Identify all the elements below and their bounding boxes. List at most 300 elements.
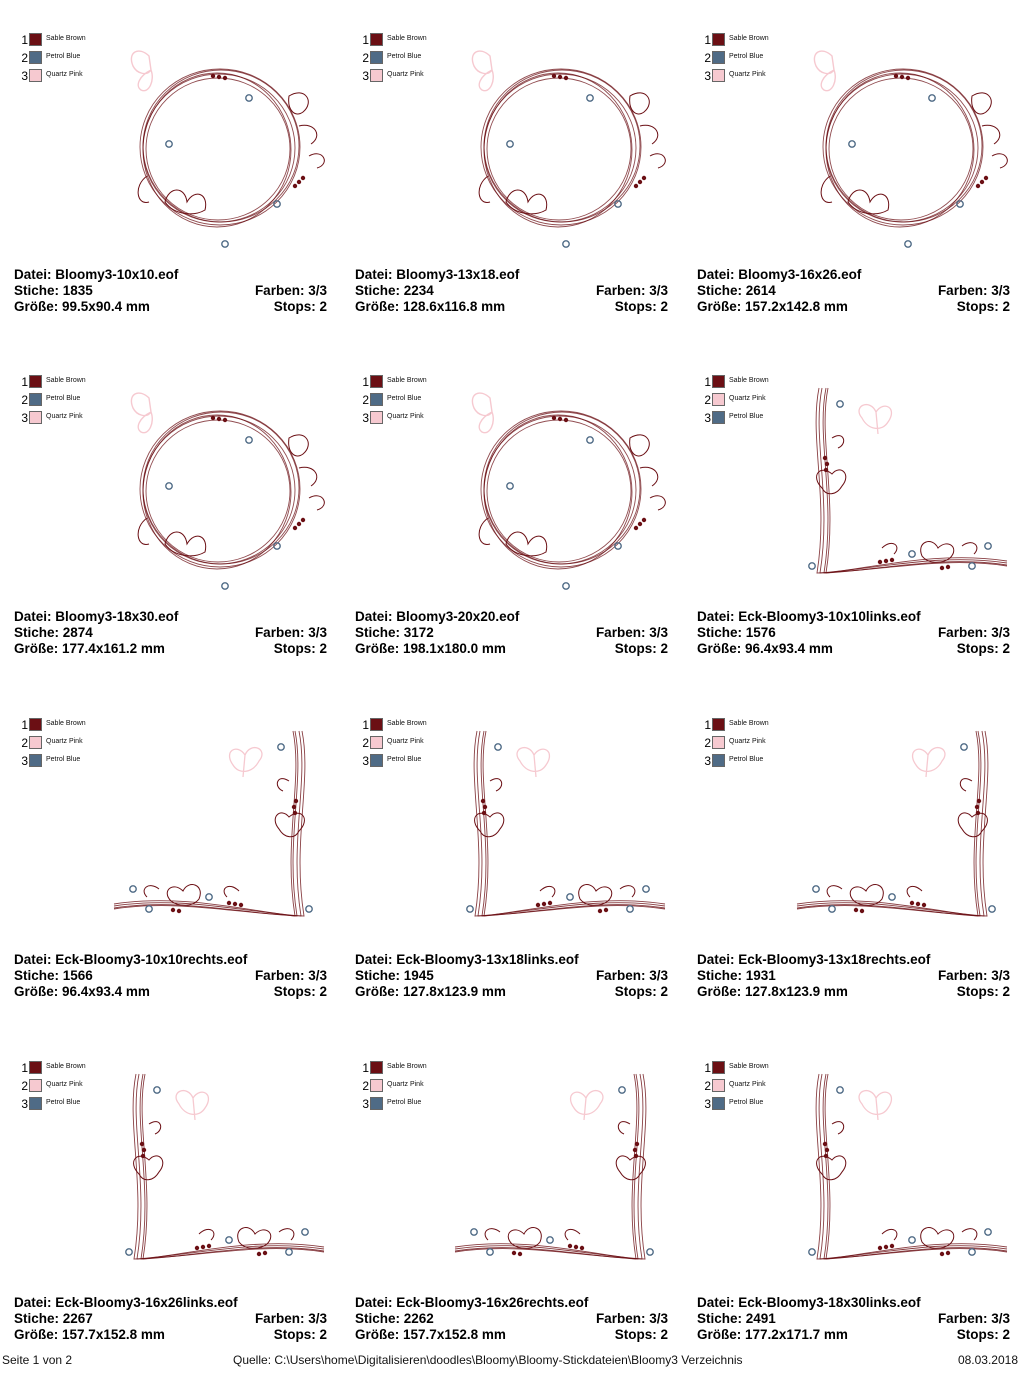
stitches-label: Stiche:: [697, 968, 743, 983]
legend-color-name: Sable Brown: [46, 377, 86, 384]
legend-number: 1: [704, 718, 711, 732]
blossom-icon: [130, 886, 136, 892]
file-label: Datei:: [355, 267, 393, 282]
color-swatch: [29, 69, 42, 82]
colors-label: Farben:: [937, 1311, 988, 1326]
color-swatch: [712, 33, 725, 46]
color-swatch: [712, 375, 725, 388]
legend-number: 1: [704, 33, 711, 47]
colors-value: 3/3: [991, 625, 1010, 640]
blossom-icon: [813, 886, 819, 892]
design-card: [697, 360, 1017, 702]
stitches-value: 1945: [403, 968, 434, 983]
legend-number: 3: [362, 69, 369, 83]
colors-value: 3/3: [991, 968, 1010, 983]
corner-motif: [114, 731, 312, 916]
legend-color-name: Sable Brown: [46, 1063, 86, 1070]
stops-label: Stops:: [614, 641, 657, 656]
blossom-icon: [627, 906, 633, 912]
embroidery-preview: [450, 1064, 670, 1279]
file-label: Datei:: [14, 952, 52, 967]
blossom-icon: [507, 141, 513, 147]
legend-color-name: Quartz Pink: [46, 71, 83, 78]
stitches-value: 2491: [745, 1311, 776, 1326]
color-swatch: [712, 393, 725, 406]
embroidery-preview: [450, 378, 670, 593]
color-swatch: [29, 718, 42, 731]
file-name: Eck-Bloomy3-10x10links.eof: [738, 609, 921, 624]
design-info: [355, 952, 668, 1000]
file-label: Datei:: [697, 952, 735, 967]
legend-number: 2: [704, 393, 711, 407]
blossom-icon: [619, 1087, 625, 1093]
corner-motif: [797, 731, 995, 916]
design-info: [697, 609, 1010, 657]
size-value: 127.8x123.9 mm: [745, 984, 848, 999]
color-swatch: [370, 1097, 383, 1110]
design-card: [355, 1046, 675, 1388]
file-label: Datei:: [355, 1295, 393, 1310]
blossom-icon: [809, 1249, 815, 1255]
color-swatch: [370, 393, 383, 406]
colors-value: 3/3: [308, 283, 327, 298]
legend-color-name: Quartz Pink: [387, 413, 424, 420]
legend-color-name: Petrol Blue: [729, 756, 764, 763]
colors-label: Farben:: [595, 283, 646, 298]
colors-label: Farben:: [595, 968, 646, 983]
legend-color-name: Quartz Pink: [387, 1081, 424, 1088]
blossom-icon: [547, 1237, 553, 1243]
size-label: Größe:: [355, 1327, 400, 1342]
blossom-icon: [587, 95, 593, 101]
stops-label: Stops:: [273, 984, 316, 999]
size-value: 96.4x93.4 mm: [62, 984, 150, 999]
file-name: Eck-Bloomy3-13x18links.eof: [396, 952, 579, 967]
blossom-icon: [495, 744, 501, 750]
embroidery-preview: [450, 721, 670, 936]
blossom-icon: [226, 1237, 232, 1243]
color-swatch: [29, 1097, 42, 1110]
colors-label: Farben:: [254, 1311, 305, 1326]
size-label: Größe:: [697, 299, 742, 314]
blossom-icon: [166, 483, 172, 489]
size-value: 157.7x152.8 mm: [403, 1327, 506, 1342]
legend-number: 3: [21, 1097, 28, 1111]
stops-label: Stops:: [614, 299, 657, 314]
blossom-icon: [837, 1087, 843, 1093]
legend-color-name: Sable Brown: [729, 377, 769, 384]
blossom-icon: [905, 241, 911, 247]
stitches-value: 2262: [403, 1311, 434, 1326]
legend-number: 2: [21, 1079, 28, 1093]
stitches-value: 1835: [62, 283, 93, 298]
size-label: Größe:: [14, 984, 59, 999]
legend-number: 3: [704, 1097, 711, 1111]
size-value: 177.4x161.2 mm: [62, 641, 165, 656]
stitches-label: Stiche:: [355, 968, 401, 983]
size-value: 127.8x123.9 mm: [403, 984, 506, 999]
stitches-label: Stiche:: [355, 625, 401, 640]
design-card: [14, 703, 334, 1045]
size-value: 177.2x171.7 mm: [745, 1327, 848, 1342]
legend-color-name: Sable Brown: [729, 720, 769, 727]
blossom-icon: [969, 563, 975, 569]
embroidery-preview: [792, 721, 1012, 936]
legend-number: 2: [21, 736, 28, 750]
legend-color-name: Petrol Blue: [387, 53, 422, 60]
blossom-icon: [278, 744, 284, 750]
color-swatch: [370, 736, 383, 749]
blossom-icon: [302, 1229, 308, 1235]
color-swatch: [370, 375, 383, 388]
legend-number: 1: [21, 718, 28, 732]
stitches-value: 2234: [403, 283, 434, 298]
blossom-icon: [849, 141, 855, 147]
color-swatch: [370, 69, 383, 82]
blossom-icon: [487, 1249, 493, 1255]
size-value: 99.5x90.4 mm: [62, 299, 150, 314]
legend-color-name: Sable Brown: [387, 35, 427, 42]
wreath-motif: [814, 51, 1007, 247]
color-swatch: [370, 51, 383, 64]
colors-value: 3/3: [649, 1311, 668, 1326]
blossom-icon: [989, 906, 995, 912]
butterfly-icon: [859, 1091, 891, 1120]
blossom-icon: [563, 583, 569, 589]
blossom-icon: [126, 1249, 132, 1255]
legend-number: 1: [362, 1061, 369, 1075]
blossom-icon: [909, 551, 915, 557]
legend-color-name: Sable Brown: [46, 35, 86, 42]
stops-label: Stops:: [956, 1327, 999, 1342]
butterfly-icon: [517, 748, 549, 777]
design-info: [355, 1295, 668, 1343]
size-label: Größe:: [697, 984, 742, 999]
stops-label: Stops:: [956, 299, 999, 314]
legend-color-name: Sable Brown: [729, 35, 769, 42]
legend-color-name: Quartz Pink: [729, 738, 766, 745]
size-value: 198.1x180.0 mm: [403, 641, 506, 656]
blossom-icon: [206, 894, 212, 900]
file-label: Datei:: [355, 609, 393, 624]
colors-value: 3/3: [649, 625, 668, 640]
design-card: [697, 18, 1017, 360]
blossom-icon: [961, 744, 967, 750]
stitches-value: 3172: [403, 625, 434, 640]
legend-color-name: Petrol Blue: [46, 53, 81, 60]
color-swatch: [370, 1061, 383, 1074]
design-card: [14, 18, 334, 360]
embroidery-preview: [109, 378, 329, 593]
corner-motif: [809, 388, 1007, 573]
size-value: 157.7x152.8 mm: [62, 1327, 165, 1342]
stops-value: 2: [319, 641, 327, 656]
colors-value: 3/3: [649, 968, 668, 983]
file-name: Eck-Bloomy3-16x26links.eof: [55, 1295, 238, 1310]
blossom-icon: [985, 1229, 991, 1235]
design-info: [355, 609, 668, 657]
stitches-label: Stiche:: [14, 283, 60, 298]
butterfly-icon: [131, 51, 152, 91]
color-swatch: [29, 411, 42, 424]
blossom-icon: [969, 1249, 975, 1255]
size-value: 157.2x142.8 mm: [745, 299, 848, 314]
legend-number: 2: [362, 393, 369, 407]
stops-value: 2: [1002, 641, 1010, 656]
blossom-icon: [809, 563, 815, 569]
butterfly-icon: [230, 748, 262, 777]
legend-number: 2: [362, 1079, 369, 1093]
file-name: Bloomy3-16x26.eof: [738, 267, 862, 282]
legend-number: 1: [21, 1061, 28, 1075]
file-label: Datei:: [697, 609, 735, 624]
design-info: [355, 267, 668, 315]
stitches-label: Stiche:: [355, 1311, 401, 1326]
stops-value: 2: [660, 984, 668, 999]
legend-number: 3: [704, 69, 711, 83]
corner-motif: [126, 1074, 324, 1259]
file-name: Eck-Bloomy3-16x26rechts.eof: [396, 1295, 589, 1310]
wreath-motif: [472, 393, 665, 589]
stitches-value: 1576: [745, 625, 776, 640]
design-card: [355, 18, 675, 360]
colors-label: Farben:: [254, 625, 305, 640]
colors-label: Farben:: [937, 968, 988, 983]
blossom-icon: [829, 906, 835, 912]
stitches-label: Stiche:: [14, 625, 60, 640]
legend-number: 1: [362, 33, 369, 47]
file-name: Eck-Bloomy3-10x10rechts.eof: [55, 952, 248, 967]
blossom-icon: [587, 437, 593, 443]
blossom-icon: [985, 543, 991, 549]
blossom-icon: [286, 1249, 292, 1255]
size-label: Größe:: [697, 641, 742, 656]
footer-source: Quelle: C:\Users\home\Digitalisieren\doodles\Bloomy\Bloomy-Stickdateien\Bloomy3 Verzeichnis: [233, 1353, 743, 1367]
stops-label: Stops:: [273, 299, 316, 314]
butterfly-icon: [472, 51, 493, 91]
stops-label: Stops:: [273, 641, 316, 656]
design-info: [697, 267, 1010, 315]
stops-value: 2: [319, 1327, 327, 1342]
embroidery-preview: [109, 1064, 329, 1279]
file-name: Bloomy3-18x30.eof: [55, 609, 179, 624]
blossom-icon: [467, 906, 473, 912]
butterfly-icon: [176, 1091, 208, 1120]
legend-color-name: Sable Brown: [387, 720, 427, 727]
size-value: 128.6x116.8 mm: [403, 299, 506, 314]
corner-motif: [809, 1074, 1007, 1259]
design-info: [14, 267, 327, 315]
color-swatch: [712, 1079, 725, 1092]
legend-color-name: Petrol Blue: [387, 395, 422, 402]
stops-value: 2: [1002, 984, 1010, 999]
blossom-icon: [643, 886, 649, 892]
butterfly-icon: [571, 1091, 603, 1120]
size-label: Größe:: [697, 1327, 742, 1342]
legend-color-name: Petrol Blue: [729, 53, 764, 60]
stitches-label: Stiche:: [697, 1311, 743, 1326]
legend-color-name: Quartz Pink: [46, 738, 83, 745]
stops-value: 2: [319, 299, 327, 314]
stitches-label: Stiche:: [355, 283, 401, 298]
color-swatch: [712, 69, 725, 82]
design-info: [14, 952, 327, 1000]
footer-date: 08.03.2018: [957, 1353, 1018, 1367]
design-info: [14, 609, 327, 657]
colors-label: Farben:: [937, 625, 988, 640]
butterfly-icon: [131, 393, 152, 433]
stops-label: Stops:: [614, 1327, 657, 1342]
colors-value: 3/3: [991, 283, 1010, 298]
color-swatch: [712, 754, 725, 767]
color-swatch: [29, 393, 42, 406]
legend-number: 3: [362, 411, 369, 425]
design-card: [355, 703, 675, 1045]
design-card: [355, 360, 675, 702]
design-card: [14, 1046, 334, 1388]
legend-color-name: Quartz Pink: [387, 71, 424, 78]
colors-value: 3/3: [991, 1311, 1010, 1326]
legend-number: 2: [362, 51, 369, 65]
stops-value: 2: [660, 1327, 668, 1342]
embroidery-preview: [109, 721, 329, 936]
legend-color-name: Sable Brown: [46, 720, 86, 727]
colors-value: 3/3: [308, 968, 327, 983]
color-swatch: [29, 33, 42, 46]
file-label: Datei:: [14, 267, 52, 282]
size-value: 96.4x93.4 mm: [745, 641, 833, 656]
stops-value: 2: [1002, 1327, 1010, 1342]
color-swatch: [29, 1079, 42, 1092]
size-label: Größe:: [355, 299, 400, 314]
legend-color-name: Sable Brown: [729, 1063, 769, 1070]
stitches-value: 2874: [62, 625, 93, 640]
design-info: [697, 1295, 1010, 1343]
stitches-label: Stiche:: [697, 283, 743, 298]
blossom-icon: [306, 906, 312, 912]
design-card: [697, 703, 1017, 1045]
color-swatch: [712, 1061, 725, 1074]
blossom-icon: [146, 906, 152, 912]
colors-label: Farben:: [254, 283, 305, 298]
legend-color-name: Quartz Pink: [729, 1081, 766, 1088]
legend-number: 2: [704, 51, 711, 65]
color-swatch: [370, 411, 383, 424]
blossom-icon: [507, 483, 513, 489]
color-swatch: [29, 51, 42, 64]
file-label: Datei:: [697, 267, 735, 282]
file-name: Bloomy3-10x10.eof: [55, 267, 179, 282]
size-label: Größe:: [355, 641, 400, 656]
colors-label: Farben:: [937, 283, 988, 298]
file-label: Datei:: [14, 609, 52, 624]
color-swatch: [29, 1061, 42, 1074]
blossom-icon: [222, 583, 228, 589]
footer-page: Seite 1 von 2: [2, 1353, 73, 1367]
legend-number: 3: [704, 411, 711, 425]
legend-color-name: Petrol Blue: [729, 413, 764, 420]
corner-motif: [467, 731, 665, 916]
color-swatch: [712, 736, 725, 749]
legend-number: 2: [704, 736, 711, 750]
blossom-icon: [246, 95, 252, 101]
legend-number: 2: [704, 1079, 711, 1093]
legend-number: 3: [362, 754, 369, 768]
colors-value: 3/3: [308, 1311, 327, 1326]
stitches-label: Stiche:: [697, 625, 743, 640]
legend-color-name: Sable Brown: [387, 1063, 427, 1070]
blossom-icon: [154, 1087, 160, 1093]
color-swatch: [712, 718, 725, 731]
legend-number: 3: [21, 754, 28, 768]
blossom-icon: [567, 894, 573, 900]
legend-color-name: Petrol Blue: [387, 756, 422, 763]
legend-color-name: Sable Brown: [387, 377, 427, 384]
color-swatch: [370, 718, 383, 731]
legend-number: 3: [362, 1097, 369, 1111]
colors-value: 3/3: [308, 625, 327, 640]
legend-number: 2: [362, 736, 369, 750]
design-card: [697, 1046, 1017, 1388]
file-name: Bloomy3-20x20.eof: [396, 609, 520, 624]
blossom-icon: [929, 95, 935, 101]
color-swatch: [29, 375, 42, 388]
legend-color-name: Quartz Pink: [46, 1081, 83, 1088]
butterfly-icon: [814, 51, 835, 91]
legend-color-name: Petrol Blue: [46, 395, 81, 402]
file-label: Datei:: [14, 1295, 52, 1310]
design-info: [697, 952, 1010, 1000]
legend-color-name: Petrol Blue: [46, 1099, 81, 1106]
size-label: Größe:: [355, 984, 400, 999]
embroidery-preview: [450, 36, 670, 251]
size-label: Größe:: [14, 299, 59, 314]
blossom-icon: [837, 401, 843, 407]
color-swatch: [29, 736, 42, 749]
color-swatch: [370, 33, 383, 46]
stitches-value: 1566: [62, 968, 93, 983]
size-label: Größe:: [14, 641, 59, 656]
stops-value: 2: [660, 299, 668, 314]
stops-label: Stops:: [956, 984, 999, 999]
color-swatch: [370, 1079, 383, 1092]
stops-label: Stops:: [273, 1327, 316, 1342]
file-name: Eck-Bloomy3-13x18rechts.eof: [738, 952, 931, 967]
legend-color-name: Quartz Pink: [729, 71, 766, 78]
legend-color-name: Quartz Pink: [729, 395, 766, 402]
embroidery-preview: [792, 36, 1012, 251]
blossom-icon: [647, 1249, 653, 1255]
colors-label: Farben:: [595, 1311, 646, 1326]
legend-number: 3: [21, 411, 28, 425]
wreath-motif: [472, 51, 665, 247]
stops-value: 2: [319, 984, 327, 999]
file-label: Datei:: [355, 952, 393, 967]
file-name: Eck-Bloomy3-18x30links.eof: [738, 1295, 921, 1310]
stops-label: Stops:: [956, 641, 999, 656]
corner-motif: [455, 1074, 653, 1259]
legend-number: 3: [21, 69, 28, 83]
legend-number: 2: [21, 393, 28, 407]
stitches-label: Stiche:: [14, 968, 60, 983]
color-swatch: [712, 1097, 725, 1110]
design-info: [14, 1295, 327, 1343]
legend-color-name: Petrol Blue: [387, 1099, 422, 1106]
color-swatch: [712, 411, 725, 424]
stitches-value: 2614: [745, 283, 776, 298]
stitches-value: 2267: [62, 1311, 93, 1326]
butterfly-icon: [913, 748, 945, 777]
